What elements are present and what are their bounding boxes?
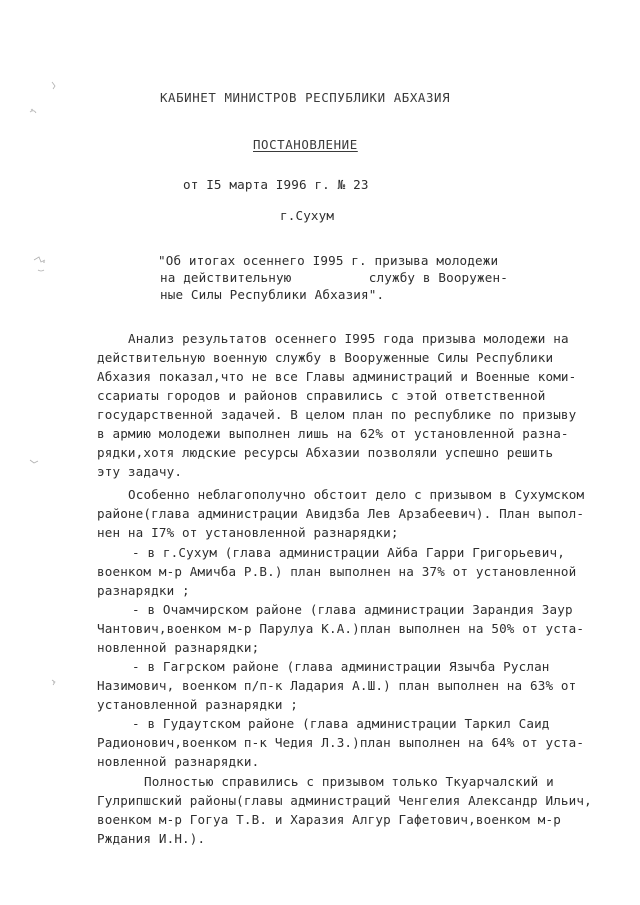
body-line: Анализ результатов осеннего I995 года призыва молодежи на (128, 331, 569, 346)
body-line: государственной задачей. В целом план по республике по призыву (97, 407, 577, 422)
body-line: ссариаты городов и районов справились с этой ответственной (97, 388, 546, 403)
body-line: установленной разнарядки ; (97, 697, 299, 712)
subject-line: "Об итогах осеннего I995 г. призыва молодежи (158, 253, 499, 268)
body-line: рядки,хотя людские ресурсы Абхазии позволяли успешно решить (97, 445, 554, 460)
body-line: действительную военную службу в Вооруженные Силы Республики (97, 350, 554, 365)
body-line: в армию молодежи выполнен лишь на 62% от установленной разна- (97, 426, 569, 441)
body-line: военком м-р Гогуа Т.В. и Харазия Алгур Гафетович,военком м-р (97, 812, 561, 827)
body-line: - в Гагрском районе (глава администрации Язычба Руслан (132, 659, 550, 674)
body-line: Чантович,военком м-р Парулуа К.А.)план выполнен на 50% от уста- (97, 621, 585, 636)
body-line: Назимович, военком п/п-к Ладария А.Ш.) план выполнен на 63% от (97, 678, 577, 693)
subject-line: на действительную службу в Вооружен- (160, 270, 508, 285)
body-line: Рждания И.Н.). (97, 831, 206, 846)
subject-line: ные Силы Республики Абхазия". (160, 287, 385, 302)
body-line: Полностью справились с призывом только Ткуарчалский и (144, 774, 554, 789)
body-line: - в Гудаутском районе (глава администрации Таркил Саид (132, 716, 550, 731)
body-line: новленной разнарядки. (97, 754, 260, 769)
body-line: районе(глава администрации Авидзба Лев Арзабеевич). План выпол- (97, 506, 585, 521)
date-and-number: от I5 марта I996 г. № 23 (183, 177, 369, 192)
city-line: г.Сухум (280, 208, 335, 223)
body-line: - в г.Сухум (глава администрации Айба Гарри Григорьевич, (132, 545, 565, 560)
document-type-title: ПОСТАНОВЛЕНИЕ (253, 137, 358, 152)
body-line: военком м-р Амичба Р.В.) план выполнен на 37% от установленной (97, 564, 577, 579)
body-line: Особенно неблагополучно обстоит дело с призывом в Сухумском (128, 487, 585, 502)
body-line: Гулрипшский районы(главы администраций Ченгелия Александр Ильич, (97, 793, 592, 808)
body-line: нен на I7% от установленной разнарядки; (97, 525, 399, 540)
scan-marks (0, 0, 80, 905)
body-line: новленной разнарядки; (97, 640, 260, 655)
body-line: - в Очамчирском районе (глава администрации Зарандия Заур (132, 602, 573, 617)
body-line: Абхазия показал,что не все Главы администраций и Военные коми- (97, 369, 577, 384)
body-line: разнарядки ; (97, 583, 190, 598)
organization-heading: КАБИНЕТ МИНИСТРОВ РЕСПУБЛИКИ АБХАЗИЯ (160, 90, 451, 105)
body-line: эту задачу. (97, 464, 183, 479)
body-line: Радионович,военком п-к Чедия Л.З.)план выполнен на 64% от уста- (97, 735, 585, 750)
